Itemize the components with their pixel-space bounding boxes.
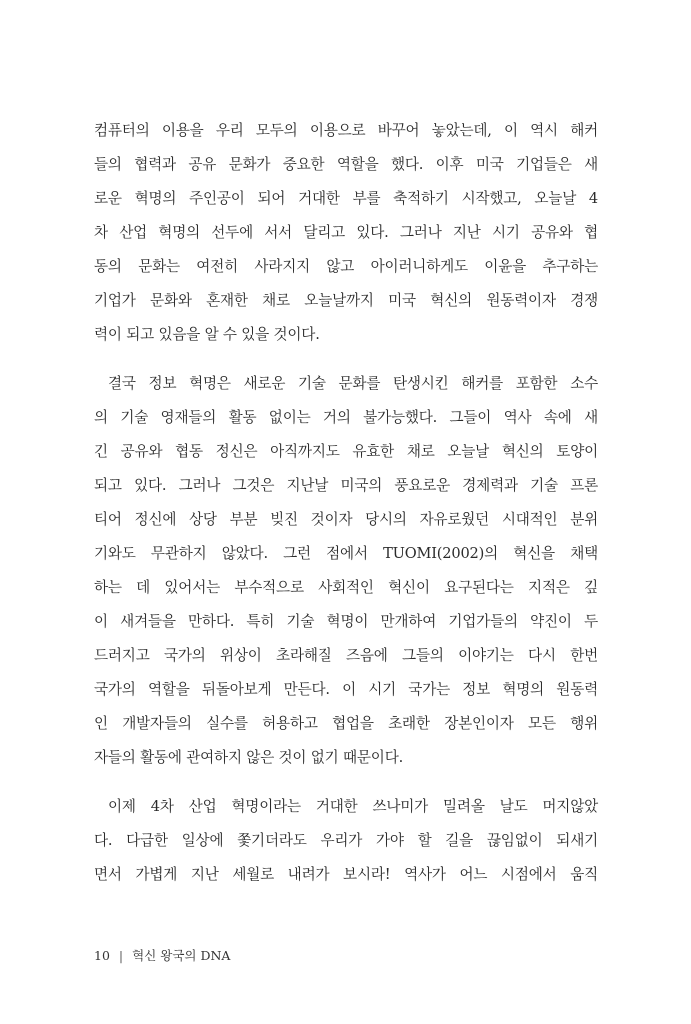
text-line: 로운 혁명의 주인공이 되어 거대한 부를 축적하기 시작했고, 오늘날 4 [94, 190, 598, 207]
text-line: 컴퓨터의 이용을 우리 모두의 이용으로 바꾸어 놓았는데, 이 역시 해커 [94, 122, 598, 139]
text-line: 력이 되고 있음을 알 수 있을 것이다. [94, 326, 320, 343]
text-line: 결국 정보 혁명은 새로운 기술 문화를 탄생시킨 해커를 포함한 소수 [108, 375, 598, 392]
page-number: 10 [94, 948, 110, 963]
text-line: 티어 정신에 상당 부분 빚진 것이자 당시의 자유로웠던 시대적인 분위 [94, 511, 598, 528]
text-line: 자들의 활동에 관여하지 않은 것이 없기 때문이다. [94, 749, 404, 766]
text-line: 동의 문화는 여전히 사라지지 않고 아이러니하게도 이윤을 추구하는 [94, 258, 598, 275]
text-line: 국가의 역할을 뒤돌아보게 만든다. 이 시기 국가는 정보 혁명의 원동력 [94, 681, 598, 698]
running-title: 혁신 왕국의 DNA [132, 948, 231, 963]
text-line: 드러지고 국가의 위상이 초라해질 즈음에 그들의 이야기는 다시 한번 [94, 647, 598, 664]
text-line: 이 새겨들을 만하다. 특히 기술 혁명이 만개하여 기업가들의 약진이 두 [94, 613, 598, 630]
text-line: 들의 협력과 공유 문화가 중요한 역할을 했다. 이후 미국 기업들은 새 [94, 156, 598, 173]
text-line: 인 개발자들의 실수를 허용하고 협업을 초래한 장본인이자 모든 행위 [94, 715, 598, 732]
text-line: 하는 데 있어서는 부수적으로 사회적인 혁신이 요구된다는 지적은 깊 [94, 579, 598, 596]
text-line: 긴 공유와 협동 정신은 아직까지도 유효한 채로 오늘날 혁신의 토양이 [94, 443, 598, 460]
text-line: 차 산업 혁명의 선두에 서서 달리고 있다. 그러나 지난 시기 공유와 협 [94, 224, 598, 241]
footer-separator: | [118, 948, 124, 963]
page-footer [94, 946, 230, 966]
text-line: 되고 있다. 그러나 그것은 지난날 미국의 풍요로운 경제력과 기술 프론 [94, 477, 598, 494]
text-line: 의 기술 영재들의 활동 없이는 거의 불가능했다. 그들이 역사 속에 새 [94, 409, 598, 426]
text-line: 이제 4차 산업 혁명이라는 거대한 쓰나미가 밀려올 날도 머지않았 [108, 798, 598, 815]
text-line: 면서 가볍게 지난 세월로 내려가 보시라! 역사가 어느 시점에서 움직 [94, 866, 598, 883]
text-line: 기업가 문화와 혼재한 채로 오늘날까지 미국 혁신의 원동력이자 경쟁 [94, 292, 598, 309]
text-line: 다. 다급한 일상에 쫓기더라도 우리가 가야 할 길을 끊임없이 되새기 [94, 832, 598, 849]
text-line: 기와도 무관하지 않았다. 그런 점에서 TUOMI(2002)의 혁신을 채택 [94, 545, 598, 562]
